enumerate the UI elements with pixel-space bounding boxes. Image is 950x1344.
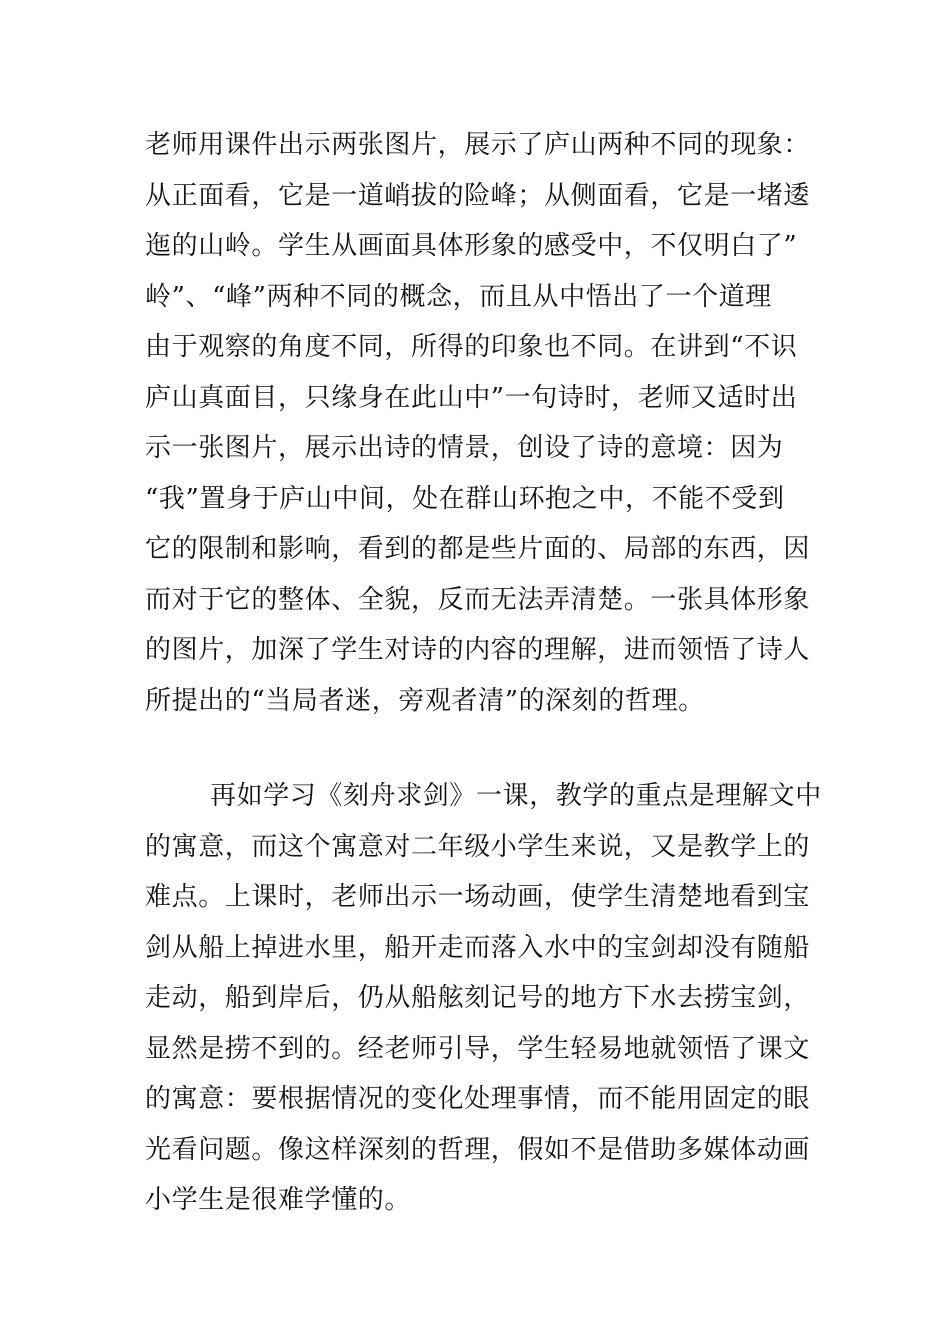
paragraph-kezhouqiujian: [145, 771, 822, 1226]
text-line: 的寓意，而这个寓意对二年级小学生来说，又是教学上的: [145, 831, 811, 862]
text-line: 剑从船上掉进水里，船开走而落入水中的宝剑却没有随船: [145, 932, 811, 963]
text-line: 而对于它的整体、全貌，反而无法弄清楚。一张具体形象: [145, 584, 811, 615]
text-line: 难点。上课时，老师出示一场动画，使学生清楚地看到宝: [145, 882, 811, 912]
text-line: 的图片，加深了学生对诗的内容的理解，进而领悟了诗人: [145, 635, 811, 665]
text-line: “我”置身于庐山中间，处在群山环抱之中，不能不受到: [145, 483, 785, 514]
text-line: 小学生是很难学懂的。: [145, 1185, 412, 1215]
text-line: 所提出的“当局者迷，旁观者清”的深刻的哲理。: [145, 685, 705, 716]
text-line: 老师用课件出示两张图片，展示了庐山两种不同的现象：: [145, 130, 811, 160]
text-line: 的寓意：要根据情况的变化处理事情，而不能用固定的眼: [145, 1084, 811, 1114]
text-line: 走动，船到岸后，仍从船舷刻记号的地方下水去捞宝剑，: [145, 983, 811, 1013]
text-line: 岭”、“峰”两种不同的概念，而且从中悟出了一个道理: [145, 281, 772, 312]
text-line: 显然是捞不到的。经老师引导，学生轻易地就领悟了课文: [145, 1033, 811, 1064]
text-line: 迤的山岭。学生从画面具体形象的感受中，不仅明白了”: [145, 231, 798, 261]
paragraph-lushan-pictures: [145, 120, 811, 726]
text-line: 光看问题。像这样深刻的哲理，假如不是借助多媒体动画: [145, 1134, 811, 1165]
text-line-indented: 再如学习《刻舟求剑》一课，教学的重点是理解文中: [210, 781, 822, 811]
text-line: 由于观察的角度不同，所得的印象也不同。在讲到“不识: [145, 332, 798, 362]
text-line: 它的限制和影响，看到的都是些片面的、局部的东西，因: [145, 534, 811, 564]
text-line: 庐山真面目，只缘身在此山中”一句诗时，老师又适时出: [145, 382, 798, 413]
text-line: 示一张图片，展示出诗的情景，创设了诗的意境：因为: [145, 433, 784, 463]
text-line: 从正面看，它是一道峭拔的险峰；从侧面看，它是一堵逶: [145, 180, 811, 211]
